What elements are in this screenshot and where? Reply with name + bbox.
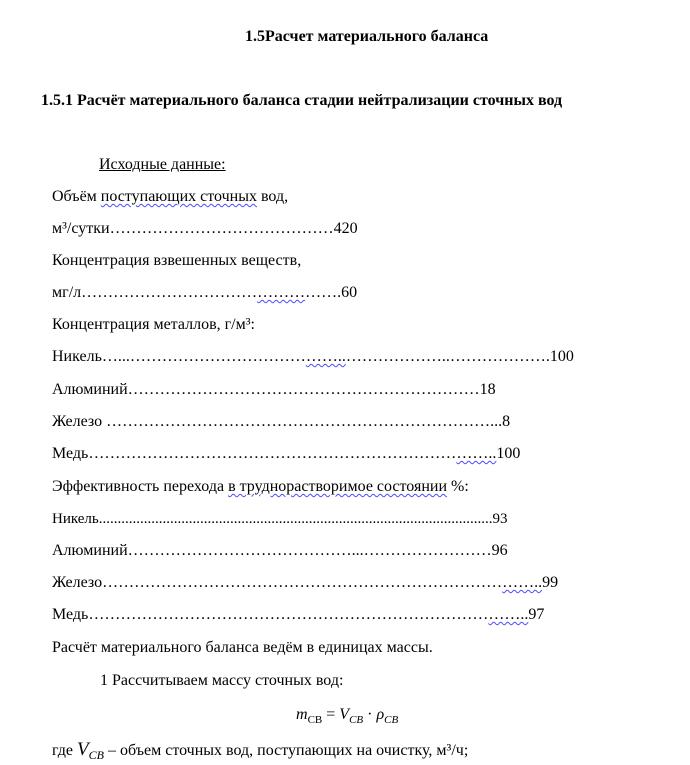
conc-copper-a: Медь……………………………………………………………: [52, 445, 457, 462]
where-post: – объем сточных вод, поступающих на очистку, м³/ч;: [103, 742, 469, 759]
eff-nickel: Никель.........................................................................................................93: [52, 511, 508, 527]
eff-copper-a: Медь…………………………………………………………………: [52, 606, 489, 623]
formula-dot: ·: [363, 706, 377, 723]
conc-nickel-b: ………………..……………….100: [345, 348, 574, 365]
section-title: [245, 27, 488, 47]
conc-nickel-sq: ……..: [305, 348, 346, 365]
step1-text: 1 Рассчитываем массу сточных вод:: [100, 672, 344, 689]
mass-units-text: Расчёт материального баланса ведём в единицах массы.: [52, 639, 433, 656]
conc-iron: Железо ………………………………………………………………...8: [52, 413, 511, 430]
suspended-value-line: [52, 283, 357, 303]
conc-copper-b: 100: [496, 445, 521, 462]
volume-label-post: вод,: [256, 188, 289, 205]
where-pre: где: [52, 742, 78, 759]
formula-v: V: [339, 706, 350, 723]
volume-label-sq: поступающих сточных: [100, 188, 257, 205]
formula-lhs: m: [296, 706, 308, 723]
conc-nickel-a: Никель…...……………………………: [52, 348, 306, 365]
suspended-line-b: …….60: [305, 284, 358, 301]
suspended-line-sq: ………: [257, 284, 306, 301]
conc-copper-sq: ……..: [456, 445, 497, 462]
efficiency-label-sq: в труднорастворимое состоянии: [228, 478, 448, 495]
efficiency-label-pre: Эффективность перехода: [52, 478, 229, 495]
section-number: 1.5: [245, 28, 265, 45]
eff-iron-b: 99: [542, 574, 559, 591]
eff-iron: [52, 573, 558, 593]
eff-aluminum: Алюминий……………………………………...……………………96: [52, 542, 508, 559]
formula-mass: [296, 705, 398, 730]
subsection-title: 1.5.1 Расчёт материального баланса стадии нейтрализации сточных вод: [41, 92, 563, 109]
eff-copper: [52, 605, 544, 625]
efficiency-label: [52, 477, 469, 497]
volume-label-pre: Объём: [52, 188, 101, 205]
where-var-sub: СВ: [88, 748, 104, 763]
initial-data-heading: Исходные данные:: [99, 156, 226, 173]
formula-rho-sub: СВ: [384, 714, 399, 727]
section-text: Расчет материального баланса: [265, 28, 489, 45]
volume-label: [52, 187, 288, 207]
formula-rho: ρ: [376, 706, 385, 723]
formula-v-sub: СВ: [349, 714, 364, 727]
eff-iron-sq: ……..: [502, 574, 543, 591]
efficiency-label-post: %:: [447, 478, 469, 495]
suspended-line-a: мг/л……………………………: [52, 284, 258, 301]
eff-copper-b: 97: [528, 606, 545, 623]
suspended-label: Концентрация взвешенных веществ,: [52, 252, 302, 269]
eff-iron-a: Железо…………………………………………………………………: [52, 574, 503, 591]
conc-copper: [52, 444, 520, 464]
conc-nickel: [52, 347, 574, 367]
where-var: V: [77, 739, 89, 760]
volume-value-line: м³/сутки……………………………………420: [52, 220, 358, 237]
formula-eq: =: [322, 706, 340, 723]
conc-aluminum: Алюминий…………………………………………………………18: [52, 381, 496, 398]
metals-label: Концентрация металлов, г/м³:: [52, 316, 255, 333]
where-line: [52, 740, 468, 765]
formula-lhs-sub: СВ: [307, 714, 323, 727]
eff-copper-sq: ……..: [488, 606, 529, 623]
